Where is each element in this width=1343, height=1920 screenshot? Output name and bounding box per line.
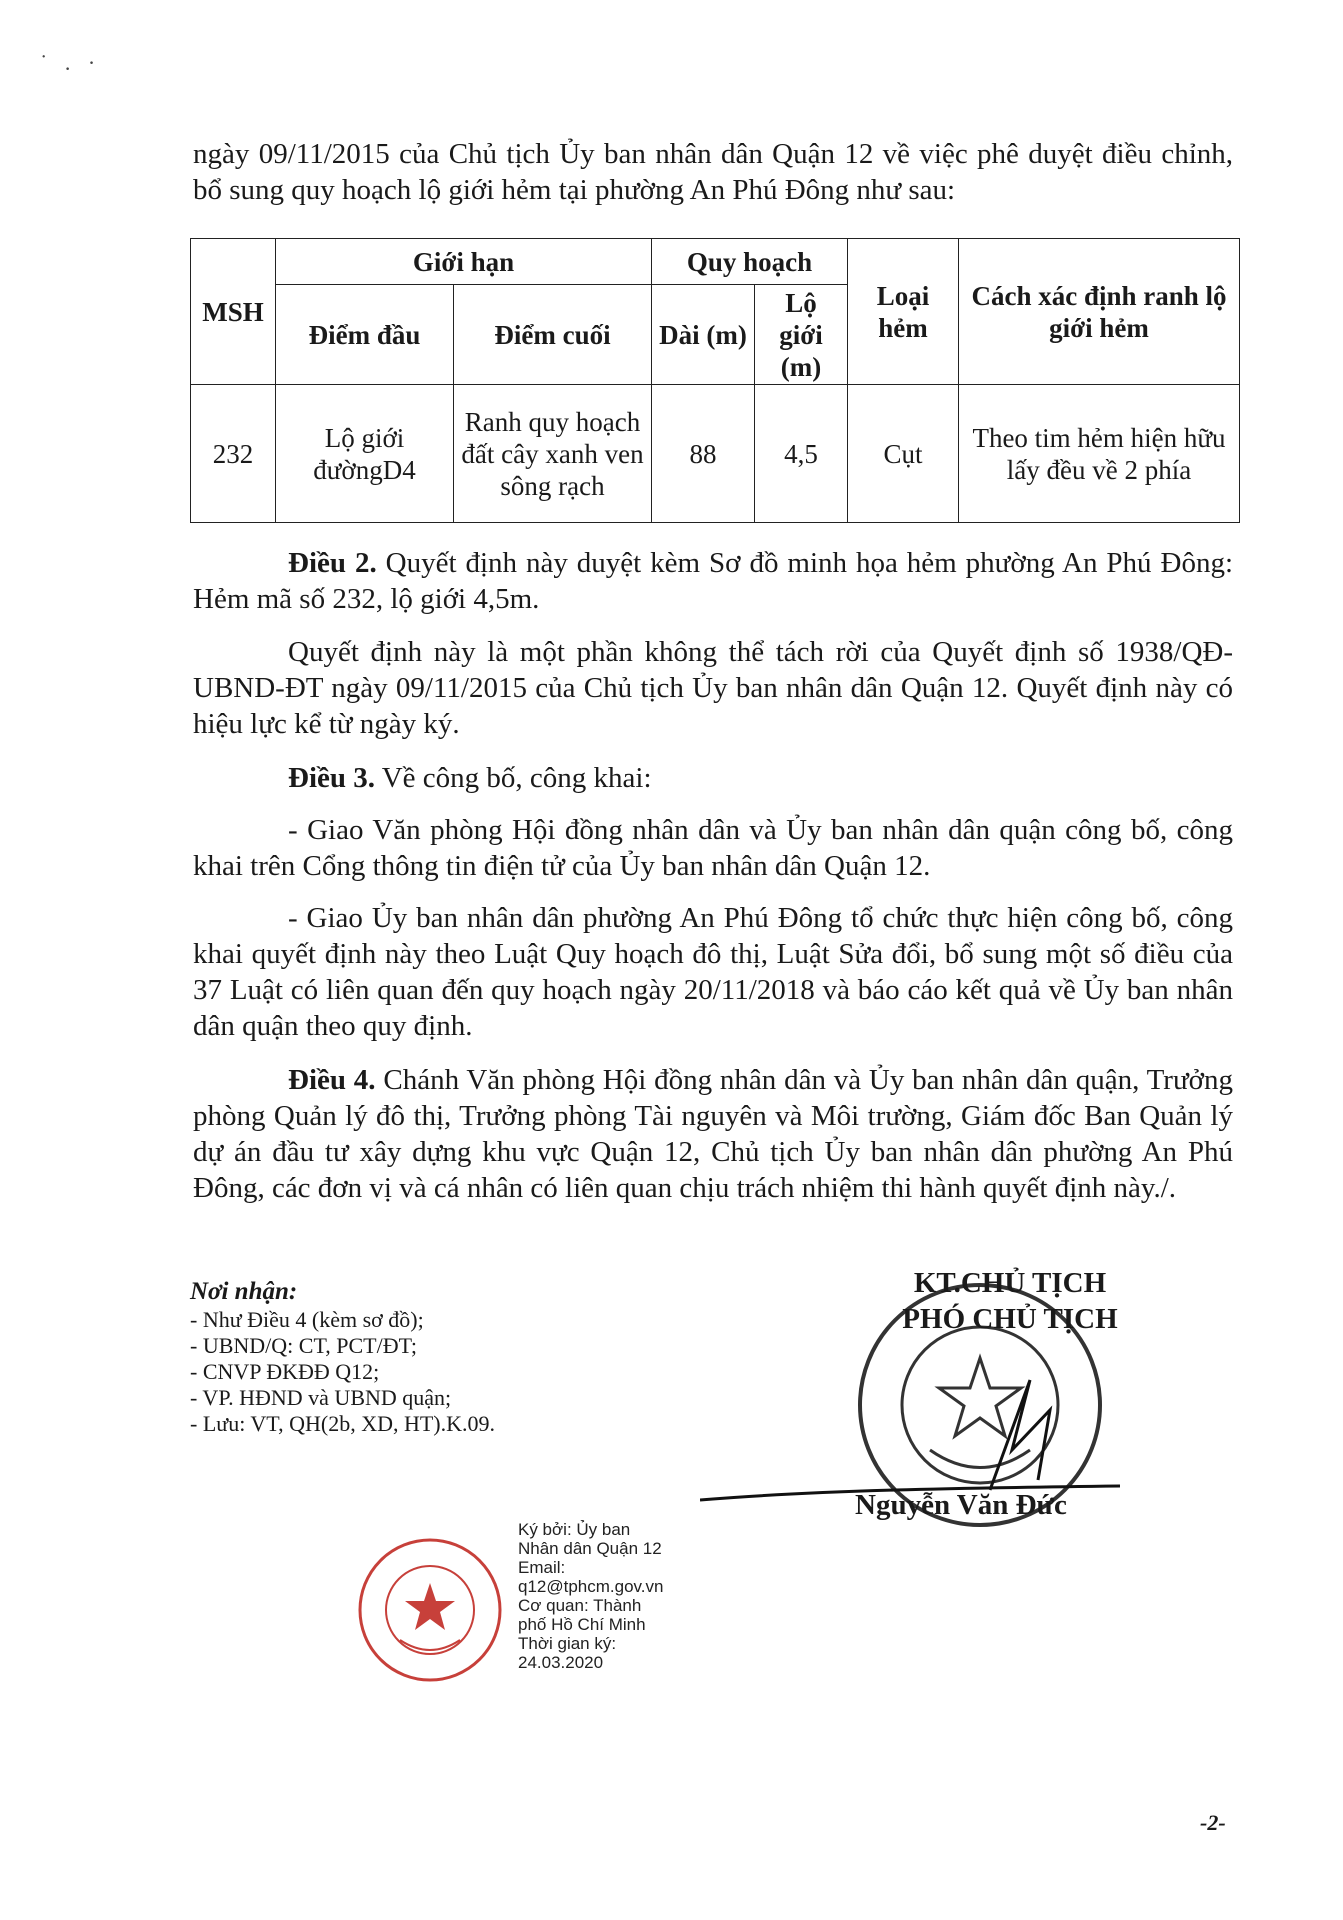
digital-signature-line: Ký bởi: Ủy ban — [518, 1520, 631, 1539]
recipient-item: - Lưu: VT, QH(2b, XD, HT).K.09. — [190, 1411, 496, 1436]
digital-signature-line: q12@tphcm.gov.vn — [518, 1577, 664, 1596]
signature-title-line-1: KT.CHỦ TỊCH — [913, 1267, 1107, 1299]
cell-dai: 88 — [652, 385, 755, 523]
digital-signature-line: 24.03.2020 — [518, 1653, 604, 1672]
recipient-item: - Như Điều 4 (kèm sơ đồ); — [190, 1307, 424, 1332]
signature-title-block — [860, 1265, 1160, 1337]
digital-signature-line: Thời gian ký: — [518, 1634, 617, 1653]
dieu-3-text: Về công bố, công khai: — [375, 762, 652, 794]
scan-specks: ˙ . · — [40, 50, 102, 75]
dieu-3-paragraph — [193, 760, 1233, 796]
digital-signature-info — [518, 1520, 663, 1672]
dieu-4-paragraph — [193, 1062, 1233, 1206]
dieu-2-text: Quyết định này duyệt kèm Sơ đồ minh họa hẻm phường An Phú Đông: Hẻm mã số 232, lộ giới 4,5m. — [193, 547, 1234, 615]
recipients-block — [190, 1277, 495, 1437]
cell-loai-hem: Cụt — [848, 385, 959, 523]
digital-signature-line: Nhân dân Quận 12 — [518, 1539, 662, 1558]
recipient-item: - UBND/Q: CT, PCT/ĐT; — [190, 1333, 417, 1358]
header-msh: MSH — [191, 239, 276, 385]
page-number: -2- — [1200, 1810, 1226, 1835]
signature-title-line-2: PHÓ CHỦ TỊCH — [902, 1303, 1118, 1335]
header-diem-dau: Điểm đầu — [276, 285, 454, 385]
header-dai: Dài (m) — [652, 285, 755, 385]
header-cach-xac-dinh: Cách xác định ranh lộ giới hẻm — [959, 239, 1240, 385]
intro-paragraph: ngày 09/11/2015 của Chủ tịch Ủy ban nhân dân Quận 12 về việc phê duyệt điều chỉnh, bổ sung quy hoạch lộ giới hẻm tại phường An Phú Đông như sau: — [193, 138, 1233, 206]
dieu-3-item-1: - Giao Văn phòng Hội đồng nhân dân và Ủy ban nhân dân quận công bố, công khai trên Cổng thông tin điện tử của Ủy ban nhân dân Quận 12. — [193, 814, 1233, 882]
digital-signature-line: Email: — [518, 1558, 566, 1577]
header-quy-hoach: Quy hoạch — [652, 239, 848, 285]
recipient-item: - VP. HĐND và UBND quận; — [190, 1385, 452, 1410]
cell-diem-cuoi: Ranh quy hoạch đất cây xanh ven sông rạch — [454, 385, 652, 523]
header-gioi-han: Giới hạn — [276, 239, 652, 285]
cell-lo-gioi: 4,5 — [755, 385, 848, 523]
dieu-3-item-2: - Giao Ủy ban nhân dân phường An Phú Đông tổ chức thực hiện công bố, công khai quyết định này theo Luật Quy hoạch đô thị, Luật Sửa đổi, bổ sung một số điều của 37 Luật có liên quan đến quy hoạch ngày 20/11/2018 và báo cáo kết quả về Ủy ban nhân dân quận theo quy định. — [193, 902, 1233, 1042]
dieu-2-paragraph — [193, 545, 1233, 617]
cell-cach-xac-dinh: Theo tim hẻm hiện hữu lấy đều về 2 phía — [959, 385, 1240, 523]
signer-name: Nguyễn Văn Đức — [855, 1489, 1067, 1521]
table-row — [191, 385, 1240, 523]
header-diem-cuoi: Điểm cuối — [454, 285, 652, 385]
digital-signature-line: phố Hồ Chí Minh — [518, 1615, 646, 1634]
digital-signature-line: Cơ quan: Thành — [518, 1596, 642, 1615]
digital-seal-icon — [355, 1535, 505, 1685]
dieu-4-label: Điều 4. — [288, 1064, 376, 1096]
dieu-3-label: Điều 3. — [288, 762, 375, 794]
header-lo-gioi: Lộ giới (m) — [755, 285, 848, 385]
recipients-title: Nơi nhận: — [190, 1278, 298, 1305]
cell-diem-dau: Lộ giới đườngD4 — [276, 385, 454, 523]
dieu-2-para2: Quyết định này là một phần không thể tách rời của Quyết định số 1938/QĐ-UBND-ĐT ngày 09/11/2015 của Chủ tịch Ủy ban nhân dân Quận 12. Quyết định này có hiệu lực kể từ ngày ký. — [193, 636, 1233, 740]
dieu-2-label: Điều 2. — [288, 547, 377, 579]
hem-table — [190, 238, 1240, 523]
header-loai-hem: Loại hẻm — [848, 239, 959, 385]
recipient-item: - CNVP ĐKĐĐ Q12; — [190, 1359, 380, 1384]
dieu-4-text: Chánh Văn phòng Hội đồng nhân dân và Ủy ban nhân dân quận, Trưởng phòng Quản lý đô thị, Trưởng phòng Tài nguyên và Môi trường, Giám đốc Ban Quản lý dự án đầu tư xây dựng khu vực Quận 12, Chủ tịch Ủy ban nhân dân phường An Phú Đông, các đơn vị và cá nhân có liên quan chịu trách nhiệm thi hành quyết định này./. — [193, 1064, 1234, 1204]
cell-msh: 232 — [191, 385, 276, 523]
